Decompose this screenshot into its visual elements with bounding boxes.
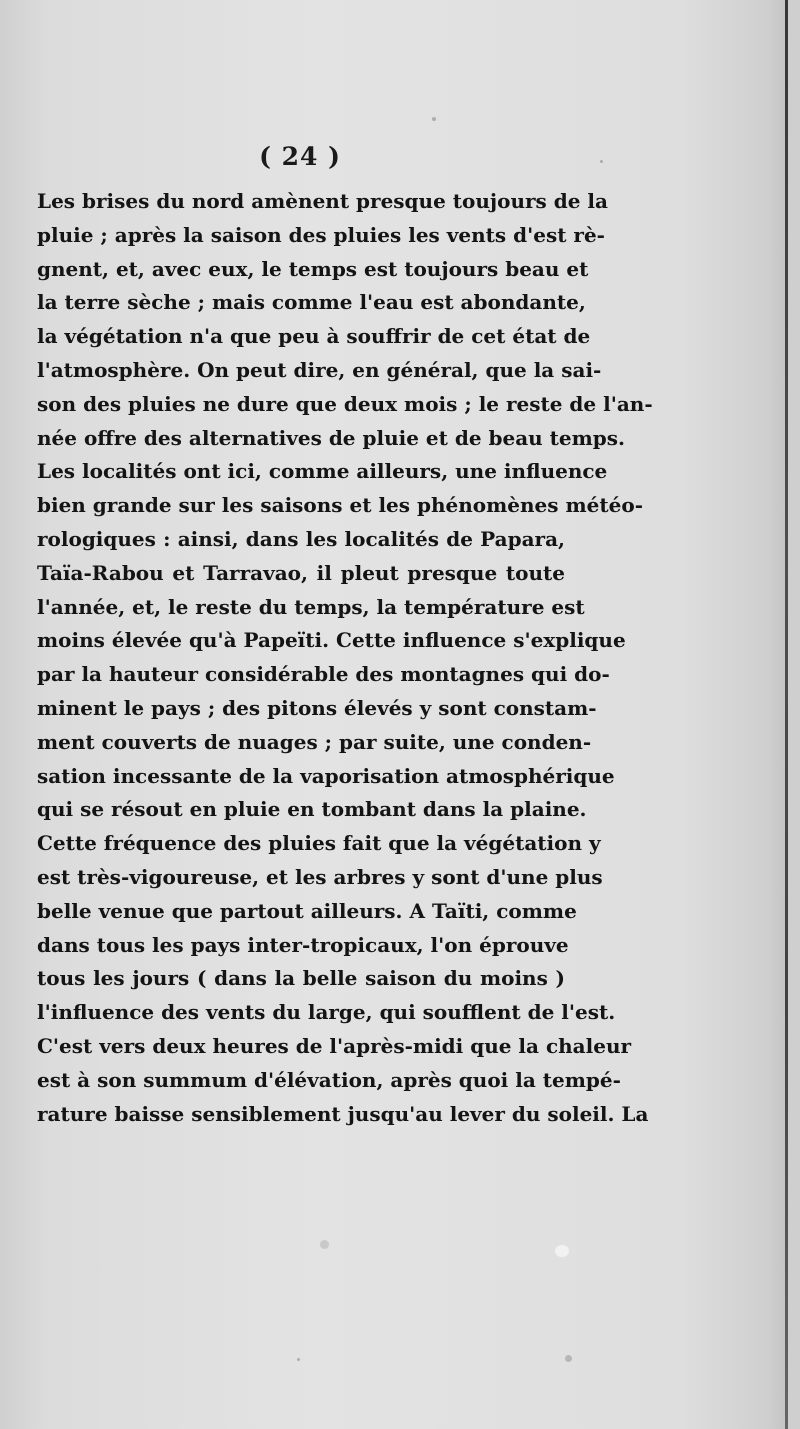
text-line: rature baisse sensiblement jusqu'au lever du soleil. La <box>37 1101 649 1126</box>
text-line: tous les jours ( dans la belle saison du moins ) <box>37 966 565 991</box>
text-line: née offre des alternatives de pluie et de beau temps. <box>37 425 626 450</box>
text-line: pluie ; après la saison des pluies les vents d'est rè- <box>37 222 605 247</box>
text-line: Les brises du nord amènent presque toujours de la <box>37 189 608 213</box>
text-line: dans tous les pays inter-tropicaux, l'on éprouve <box>37 932 569 957</box>
text-line: Les localités ont ici, comme ailleurs, une influence <box>37 459 608 484</box>
text-line: l'influence des vents du large, qui soufflent de l'est. <box>37 1000 616 1025</box>
text-line: C'est vers deux heures de l'après-midi que la chaleur <box>37 1033 632 1058</box>
text-line: minent le pays ; des pitons élevés y sont constam- <box>37 695 597 720</box>
text-line: par la hauteur considérable des montagnes qui do- <box>37 662 610 687</box>
text-line: la végétation n'a que peu à souffrir de cet état de <box>37 324 591 349</box>
text-line: gnent, et, avec eux, le temps est toujours beau et <box>37 256 589 281</box>
page-margin-edge <box>788 0 800 1429</box>
text-line: qui se résout en pluie en tombant dans la plaine. <box>37 797 587 822</box>
text-line: Taïa-Rabou et Tarravao, il pleut presque toute <box>37 560 565 585</box>
text-line: son des pluies ne dure que deux mois ; le reste de l'an- <box>37 391 653 416</box>
binding-shadow-line <box>785 0 788 1429</box>
paper-speck <box>297 1358 300 1361</box>
text-line: l'atmosphère. On peut dire, en général, que la sai- <box>37 357 602 382</box>
paper-speck <box>565 1355 572 1362</box>
text-line: la terre sèche ; mais comme l'eau est abondante, <box>37 290 586 315</box>
text-line: rologiques : ainsi, dans les localités de Papara, <box>37 526 565 551</box>
text-line: est très-vigoureuse, et les arbres y sont d'une plus <box>37 864 603 889</box>
text-line: Cette fréquence des pluies fait que la végétation y <box>37 831 601 856</box>
text-line: est à son summum d'élévation, après quoi la tempé- <box>37 1067 621 1092</box>
text-line: belle venue que partout ailleurs. A Taïti, comme <box>37 898 577 923</box>
text-line: moins élevée qu'à Papeïti. Cette influence s'explique <box>37 628 626 653</box>
paper-speck <box>555 1245 569 1257</box>
text-line: ment couverts de nuages ; par suite, une conden- <box>37 729 592 754</box>
paper-speck <box>600 160 603 163</box>
body-text <box>37 185 653 1131</box>
paper-speck <box>432 117 436 121</box>
page-number: ( 24 ) <box>259 142 341 171</box>
text-line: sation incessante de la vaporisation atmosphérique <box>37 763 615 788</box>
text-line: bien grande sur les saisons et les phénomènes météo- <box>37 493 643 518</box>
paper-speck <box>320 1240 329 1249</box>
text-line: l'année, et, le reste du temps, la température est <box>37 594 585 619</box>
